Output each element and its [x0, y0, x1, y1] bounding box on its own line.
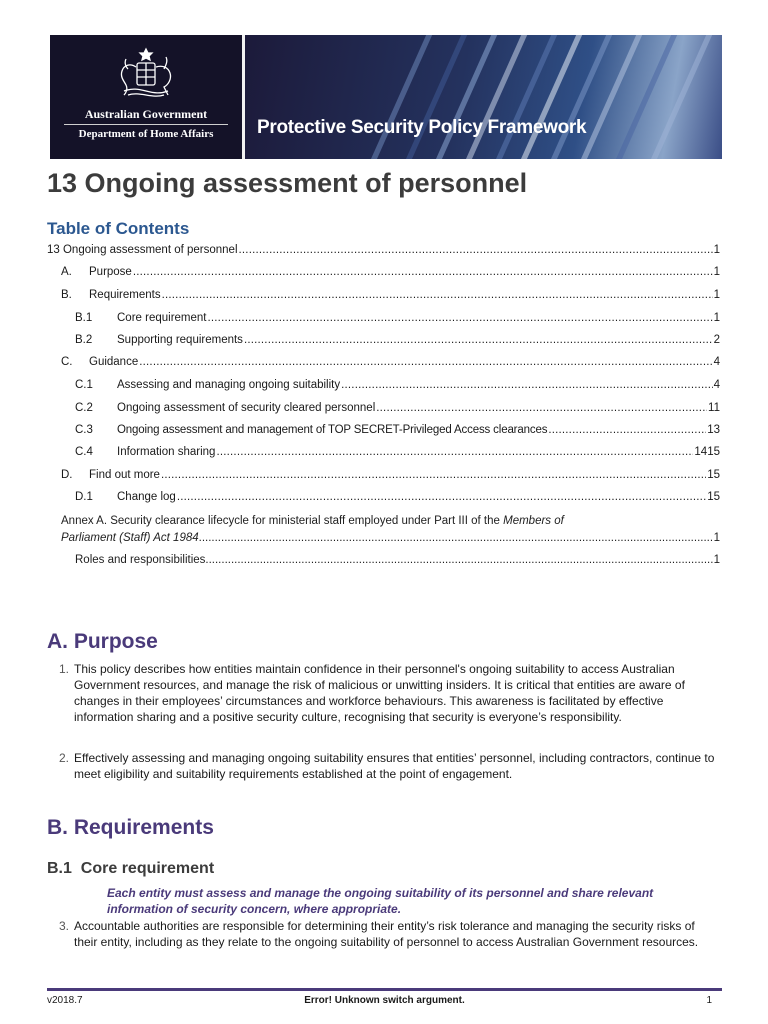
toc-leader [177, 491, 706, 503]
toc-entry-number: C.3 [75, 424, 93, 436]
toc-entry-label: Supporting requirements [117, 334, 243, 346]
section-heading-requirements: B. Requirements [47, 816, 214, 839]
toc-entry-label: Change log [117, 491, 176, 503]
toc-entry-label: Roles and responsibilities [75, 554, 206, 566]
toc-leader [205, 552, 713, 569]
toc-leader [133, 266, 713, 278]
toc-entry-page: 11 [708, 402, 720, 414]
toc-entry-annex[interactable] [61, 513, 720, 569]
section-heading-purpose: A. Purpose [47, 630, 158, 653]
toc-entry-page: 1 [713, 532, 720, 544]
toc-entry-label: Ongoing assessment and management of TOP SECRET-Privileged Access clearances [117, 424, 548, 436]
page-number: 1 [706, 995, 712, 1006]
coat-of-arms-icon [108, 45, 184, 103]
footer-field-error: Error! Unknown switch argument. [304, 995, 465, 1006]
toc-entry-number: C.4 [75, 446, 93, 458]
toc-entry[interactable] [75, 379, 720, 397]
toc-entry[interactable] [75, 334, 720, 352]
toc-entry-page: 2 [713, 334, 720, 346]
toc-entry-label: Guidance [89, 356, 139, 368]
toc-entry-page: 1 [713, 312, 720, 324]
toc-entry-page: 1 [713, 244, 720, 256]
toc-entry-number: C. [61, 356, 73, 368]
toc-entry-page: 4 [713, 379, 720, 391]
paragraph-number: 3. [59, 919, 70, 933]
toc-entry-page: 1 [713, 266, 720, 278]
paragraph [47, 750, 720, 782]
banner-graphic [245, 35, 722, 159]
toc-entry-label: Requirements [89, 289, 161, 301]
toc-entry-label: Information sharing [117, 446, 216, 458]
toc-entry-page: 15 [707, 491, 720, 503]
toc-leader [341, 379, 712, 391]
toc-entry[interactable] [61, 356, 720, 374]
department-name: Department of Home Affairs [78, 128, 214, 140]
version-label: v2018.7 [47, 995, 83, 1006]
toc-entry[interactable] [75, 491, 720, 509]
paragraph [47, 661, 720, 725]
toc-entry-number: B.2 [75, 334, 93, 346]
page-footer [47, 995, 722, 1009]
subsection-heading-core-requirement: B.1 Core requirement [47, 860, 215, 877]
toc-heading: Table of Contents [47, 219, 190, 238]
annex-act-title-part2: Parliament (Staff) Act 1984 [61, 532, 199, 544]
annex-act-title-part1: Members of [503, 515, 564, 527]
toc-entry-page: 13 [707, 424, 720, 436]
header-banner [50, 35, 722, 159]
toc-entry[interactable] [75, 402, 720, 420]
annex-line-1 [61, 513, 720, 530]
toc-entry[interactable] [61, 469, 720, 487]
toc-leader [162, 289, 713, 301]
annex-line-2 [61, 530, 720, 547]
logo-divider [64, 124, 228, 125]
toc-entry[interactable] [61, 266, 720, 284]
government-name: Australian Government [84, 107, 208, 121]
toc-entry-page: 1415 [694, 446, 720, 458]
toc-leader [161, 469, 706, 481]
paragraph-text: Effectively assessing and managing ongoing suitability ensures that entities’ personnel, including contractors, continue to meet eligibility and suitability requirements established at the point of engagement. [74, 751, 715, 781]
toc-leader [139, 356, 712, 368]
toc-entry-number: B.1 [75, 312, 93, 324]
toc-leader [376, 402, 707, 414]
paragraph-number: 2. [59, 751, 70, 765]
government-logo-block [50, 35, 245, 159]
toc-entry-page: 1 [713, 554, 720, 566]
paragraph-text: This policy describes how entities maintain confidence in their personnel's ongoing suitability to access Australian Government resources, and manage the risk of malicious or unwitting insiders. It is critical that entities are aware of changes in their employees’ circumstances and workforce behaviours. This awareness is facilitated by effective information sharing and a positive security culture, recognising that security is everyone’s responsibility. [74, 662, 685, 724]
toc-entry-label: Ongoing assessment of security cleared personnel [117, 402, 376, 414]
toc-leader [207, 312, 712, 324]
toc-leader [239, 244, 713, 256]
toc-entry-page: 4 [713, 356, 720, 368]
toc-entry-number: C.2 [75, 402, 93, 414]
footer-divider [47, 988, 722, 991]
framework-title: Protective Security Policy Framework [257, 117, 587, 138]
page-title: 13 Ongoing assessment of personnel [47, 168, 528, 198]
toc-entry-number: B. [61, 289, 72, 301]
annex-label-text: Annex A. Security clearance lifecycle for ministerial staff employed under Part III of the [61, 515, 504, 527]
toc-entry-page: 1 [713, 289, 720, 301]
toc-entry-number: D.1 [75, 491, 93, 503]
toc-entry-label: Core requirement [117, 312, 207, 324]
toc-leader [244, 334, 713, 346]
toc-entry-roles[interactable] [61, 552, 720, 569]
toc-leader [199, 530, 714, 547]
toc-entry[interactable] [75, 424, 720, 442]
toc-entry-label: Assessing and managing ongoing suitability [117, 379, 341, 391]
toc-entry[interactable] [75, 446, 720, 464]
paragraph-text: Accountable authorities are responsible for determining their entity’s risk tolerance and managing the security risks of their entity, including as they relate to the ongoing suitability of personnel to access Australian Government resources. [74, 919, 699, 949]
toc-entry-page: 15 [707, 469, 720, 481]
core-requirement-statement: Each entity must assess and manage the ongoing suitability of its personnel and share relevant information of security concern, where appropriate. [107, 886, 654, 916]
toc-entry[interactable] [47, 244, 720, 262]
paragraph [47, 918, 720, 950]
toc-entry[interactable] [75, 312, 720, 330]
toc-leader [548, 424, 706, 436]
paragraph-number: 1. [59, 662, 70, 676]
toc-leader [216, 446, 693, 458]
toc-entry-label: Purpose [89, 266, 132, 278]
toc-entry-number: C.1 [75, 379, 93, 391]
toc-entry[interactable] [61, 289, 720, 307]
toc-entry-number: A. [61, 266, 72, 278]
toc-entry-number: D. [61, 469, 73, 481]
toc-entry-label: 13 Ongoing assessment of personnel [47, 244, 238, 256]
toc-entry-label: Find out more [89, 469, 160, 481]
